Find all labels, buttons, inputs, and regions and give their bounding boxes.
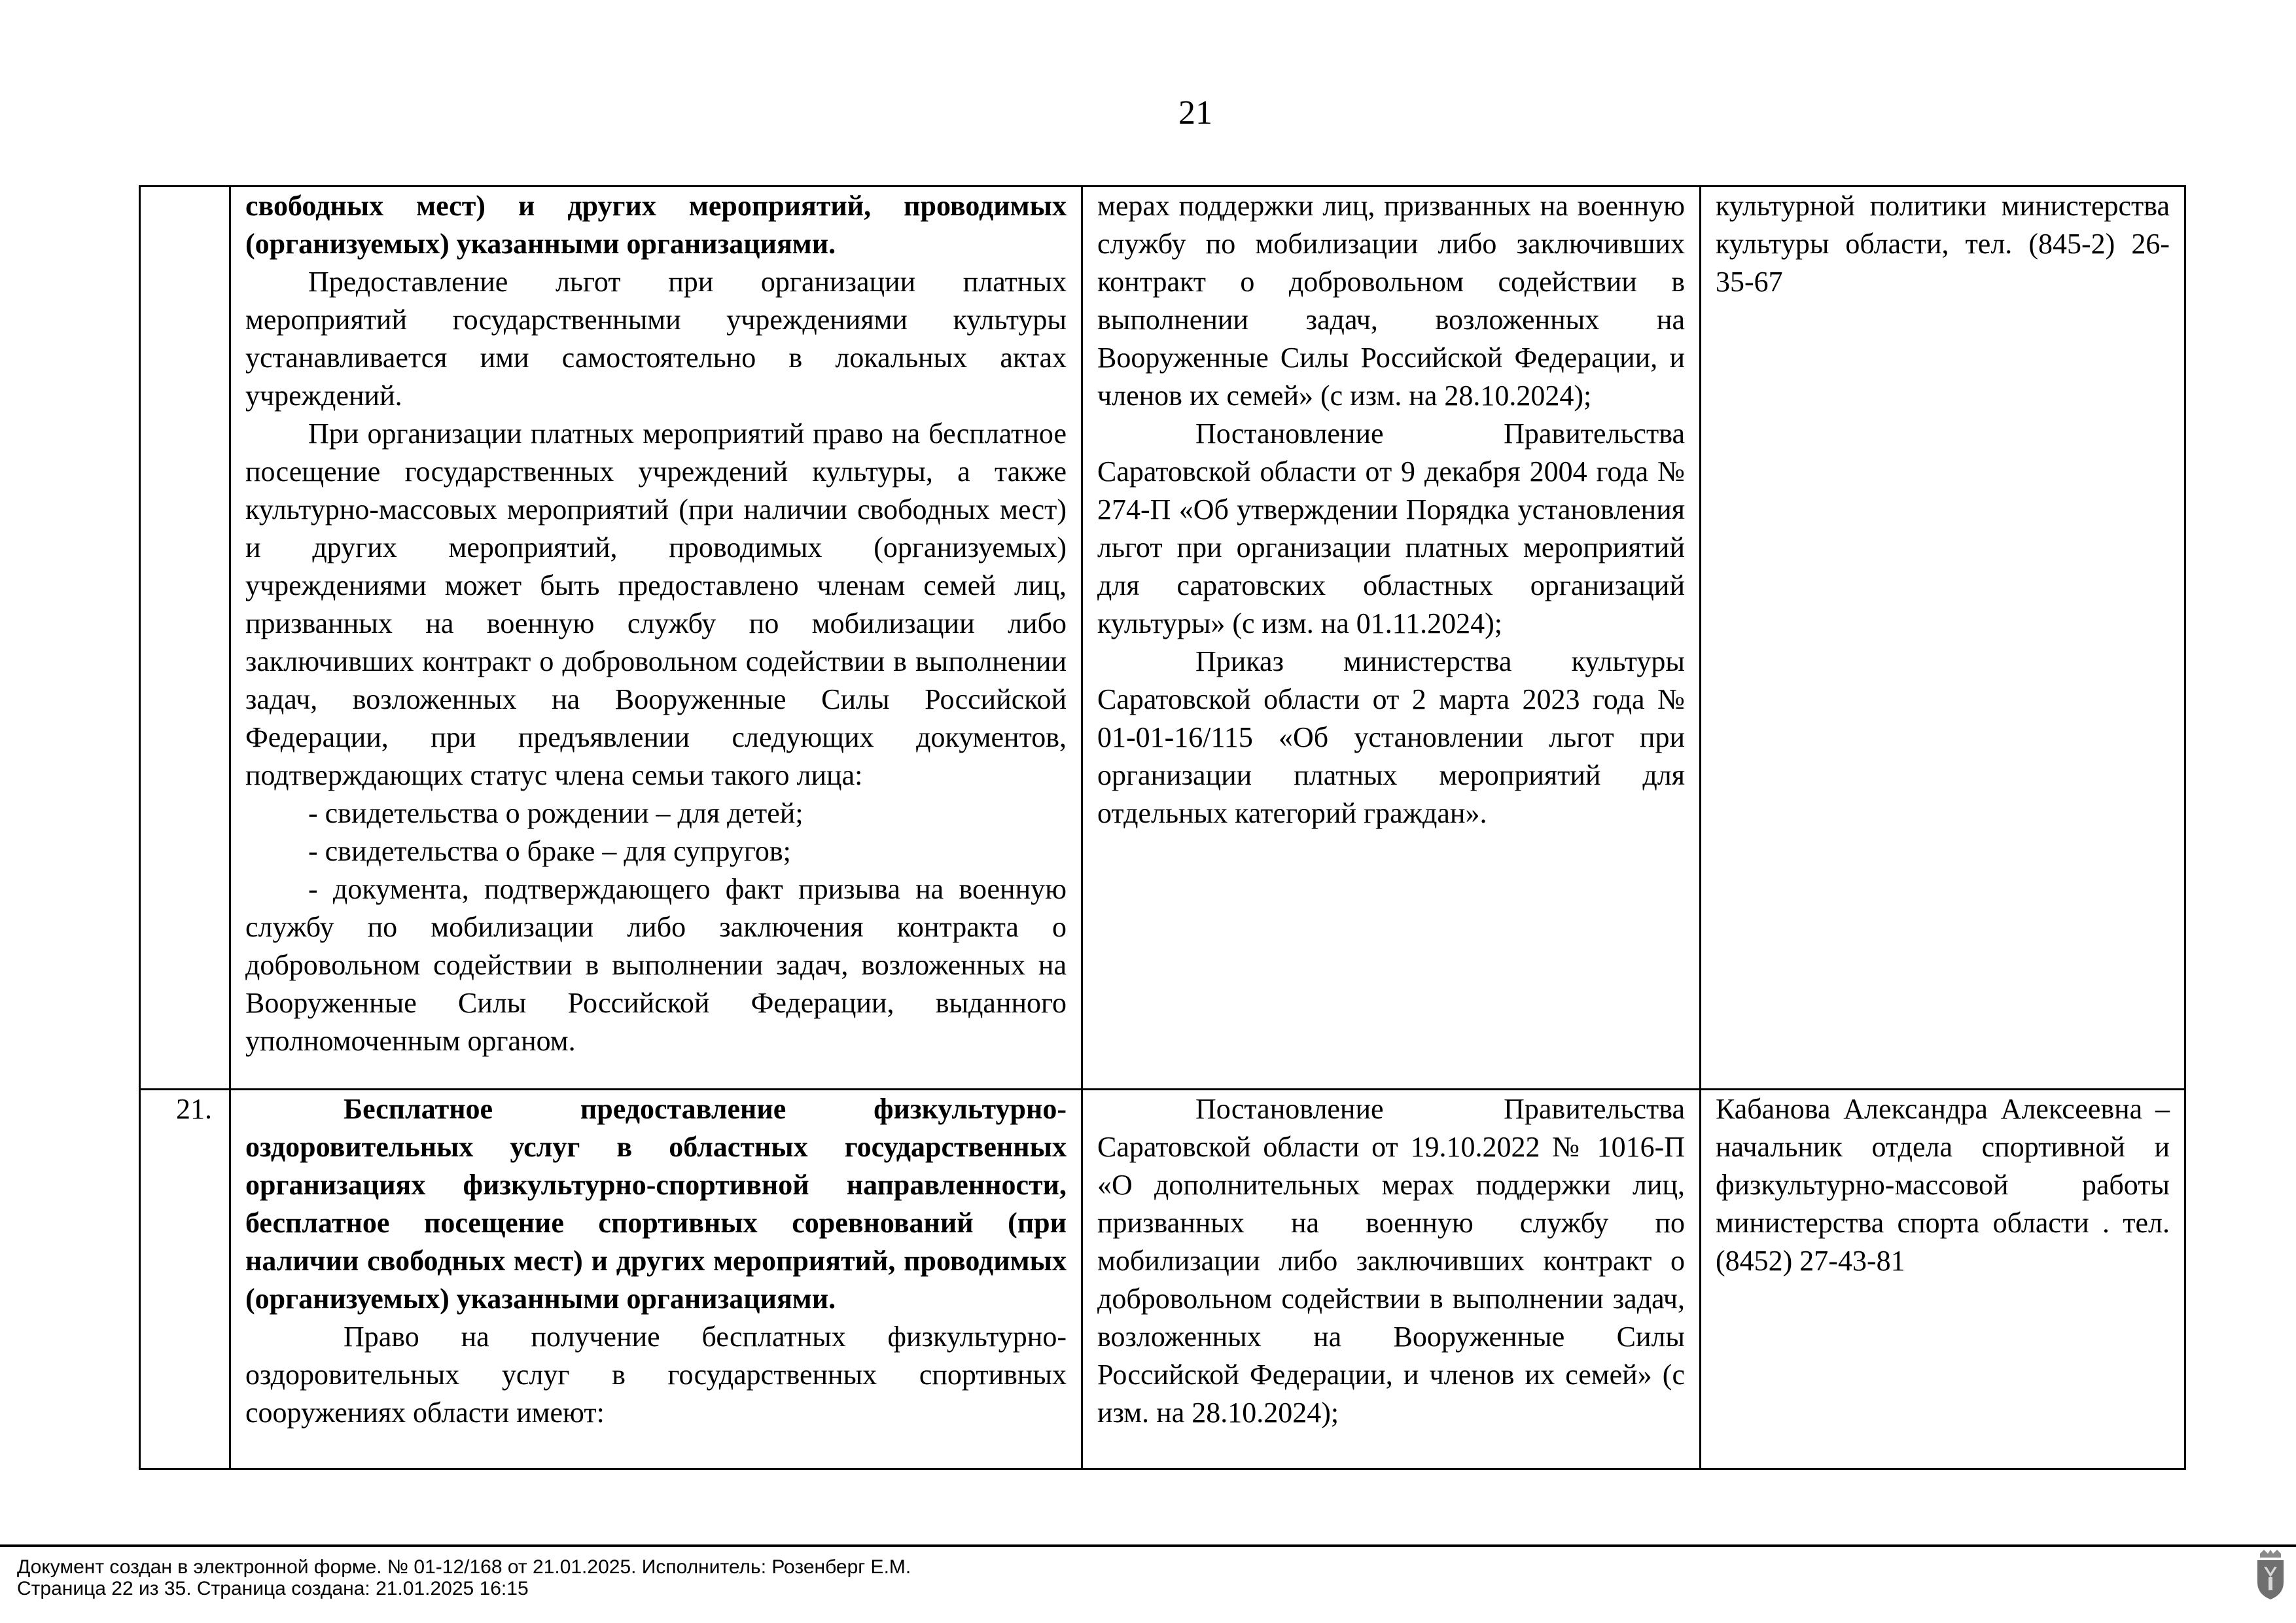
measure-list-item: - свидетельства о рождении – для детей;	[308, 797, 804, 829]
measure-list-item: - документа, подтверждающего факт призыва на военную службу по мобилизации либо заключения контракта о добровольном содействии в выполнении задач, возложенных на Вооруженные Силы Российской Федерации, выданного уполномоченным органом.	[245, 873, 1067, 1057]
measure-description	[230, 187, 1082, 1090]
row-number	[140, 187, 230, 1090]
footer	[17, 1556, 911, 1599]
legal-basis	[1082, 187, 1701, 1090]
legal-basis-paragraph: Постановление Правительства Саратовской области от 9 декабря 2004 года № 274-П «Об утверждении Порядка установления льгот при организации платных мероприятий для саратовских областных организаций культуры» (с изм. на 01.11.2024);	[1097, 418, 1685, 639]
legal-basis	[1082, 1090, 1701, 1469]
footer-line-page: Страница 22 из 35. Страница создана: 21.01.2025 16:15	[17, 1578, 529, 1599]
row-number: 21.	[140, 1090, 230, 1469]
measure-paragraph: При организации платных мероприятий право на бесплатное посещение государственных учреждений культуры, а также культурно-массовых мероприятий (при наличии свободных мест) и других мероприятий, проводимых (организуемых) учреждениями может быть предоставлено членам семей лиц, призванных на военную службу по мобилизации либо заключивших контракт о добровольном содействии в выполнении задач, возложенных на Вооруженные Силы Российской Федерации, при предъявлении следующих документов, подтверждающих статус члена семьи такого лица:	[245, 418, 1067, 791]
responsible-contact	[1701, 1090, 2185, 1469]
responsible-contact	[1701, 187, 2185, 1090]
measure-title: Бесплатное предоставление физкультурно-оздоровительных услуг в областных государственных организациях физкультурно-спортивной направленности, бесплатное посещение спортивных соревнований (при наличии свободных мест) и других мероприятий, проводимых (организуемых) указанными организациями.	[245, 1093, 1067, 1315]
footer-line-document: Документ создан в электронной форме. № 01-12/168 от 21.01.2025. Исполнитель: Розенберг Е.М.	[17, 1556, 911, 1578]
measure-title: свободных мест) и других мероприятий, проводимых (организуемых) указанными организациями.	[245, 190, 1067, 260]
table-row	[140, 1090, 2185, 1469]
footer-divider	[0, 1544, 2296, 1547]
contact-text: культурной политики министерства культуры области, тел. (845-2) 26-35-67	[1716, 190, 2170, 298]
legal-basis-paragraph: мерах поддержки лиц, призванных на военную службу по мобилизации либо заключивших контракт о добровольном содействии в выполнении задач, возложенных на Вооруженные Силы Российской Федерации, и членов их семей» (с изм. на 28.10.2024);	[1097, 190, 1685, 412]
measures-table	[139, 185, 2186, 1470]
legal-basis-paragraph: Приказ министерства культуры Саратовской области от 2 марта 2023 года № 01-01-16/115 «Об установлении льгот при организации платных мероприятий для отдельных категорий граждан».	[1097, 645, 1685, 829]
measure-description	[230, 1090, 1082, 1469]
legal-basis-paragraph: Постановление Правительства Саратовской области от 19.10.2022 № 1016-П «О дополнительных мерах поддержки лиц, призванных на военную службу по мобилизации либо заключивших контракт о добровольном содействии в выполнении задач, возложенных на Вооруженные Силы Российской Федерации, и членов их семей» (с изм. на 28.10.2024);	[1097, 1093, 1685, 1429]
measure-list-item: - свидетельства о браке – для супругов;	[308, 835, 791, 867]
saratov-coat-of-arms-icon	[2255, 1548, 2286, 1601]
table-row	[140, 187, 2185, 1090]
measure-paragraph: Предоставление льгот при организации платных мероприятий государственными учреждениями культуры устанавливается ими самостоятельно в локальных актах учреждений.	[245, 266, 1067, 412]
measure-paragraph: Право на получение бесплатных физкультурно-оздоровительных услуг в государственных спортивных сооружениях области имеют:	[245, 1321, 1067, 1429]
page-number: 21	[1178, 94, 1212, 132]
contact-text: Кабанова Александра Алексеевна – начальник отдела спортивной и физкультурно-массовой работы министерства спорта области . тел. (8452) 27-43-81	[1716, 1093, 2170, 1277]
